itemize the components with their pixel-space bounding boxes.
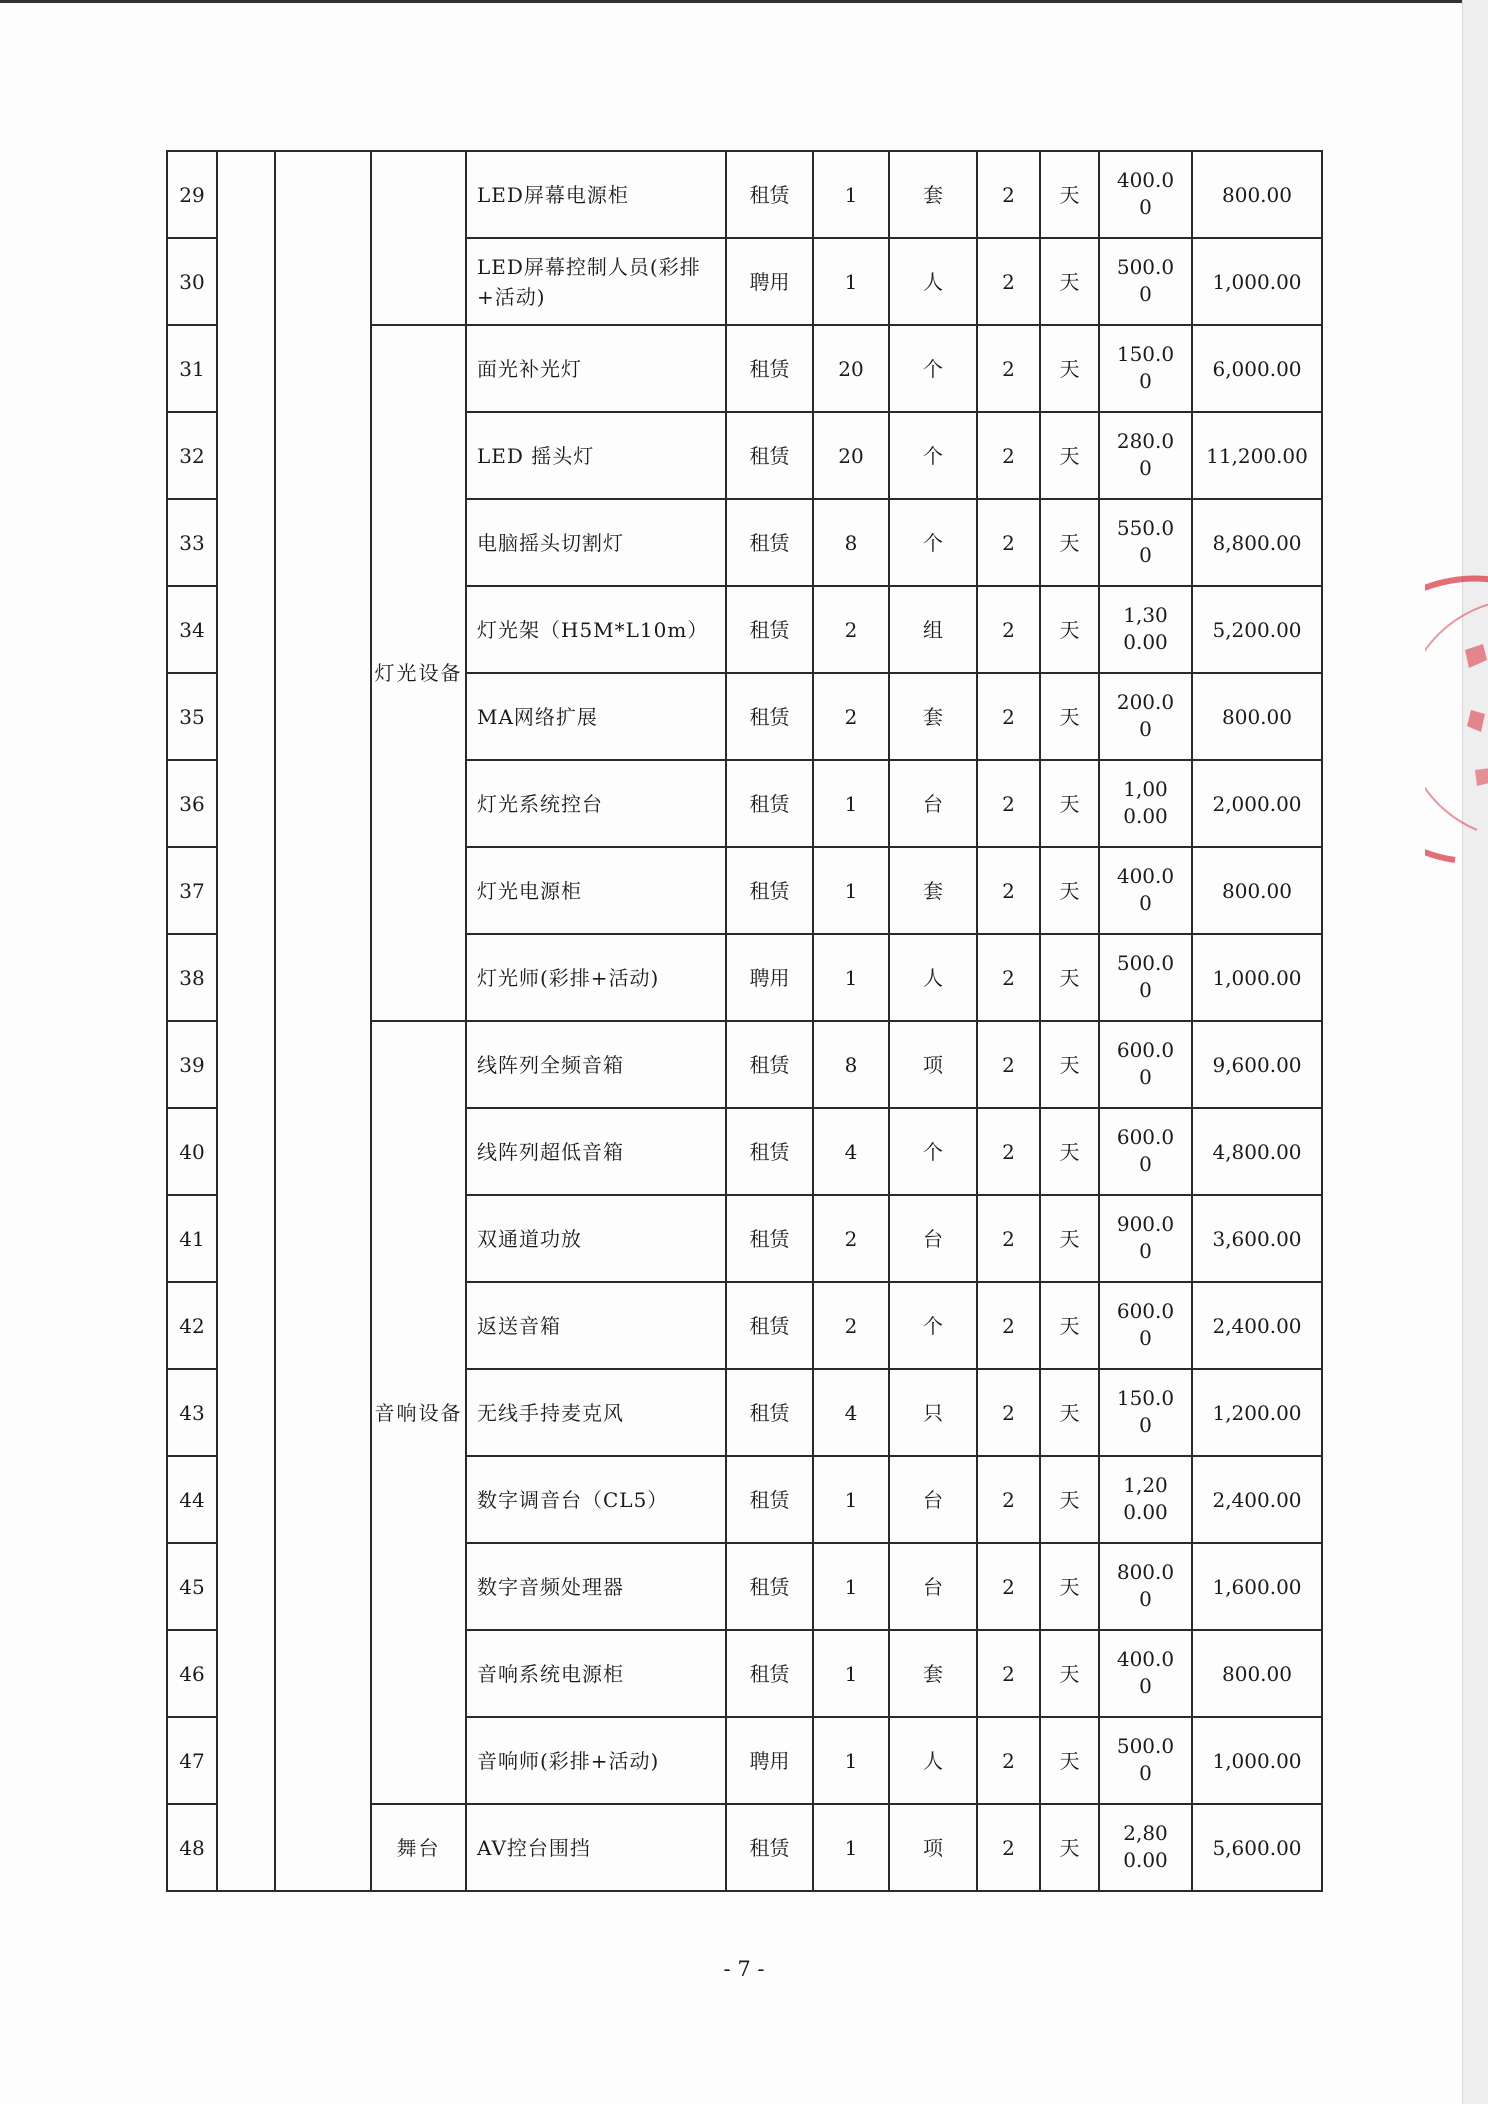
item-days: 2: [977, 1195, 1040, 1282]
item-unit-price: [1099, 1369, 1192, 1456]
item-days: 2: [977, 586, 1040, 673]
item-day-unit: 天: [1040, 847, 1099, 934]
row-number: 43: [167, 1369, 217, 1456]
group-lighting-equipment: 灯光设备: [371, 325, 466, 1021]
item-days: 2: [977, 1456, 1040, 1543]
item-day-unit: 天: [1040, 1282, 1099, 1369]
item-type: 租赁: [726, 499, 813, 586]
item-quantity: 8: [813, 1021, 889, 1108]
row-number: 45: [167, 1543, 217, 1630]
item-name: 灯光架（H5M*L10m）: [466, 586, 726, 673]
item-unit-price: [1099, 412, 1192, 499]
item-quantity: 1: [813, 151, 889, 238]
item-name: 数字音频处理器: [466, 1543, 726, 1630]
item-total: 2,400.00: [1192, 1456, 1322, 1543]
item-total: 800.00: [1192, 673, 1322, 760]
item-unit-price: [1099, 325, 1192, 412]
item-type: 租赁: [726, 151, 813, 238]
item-total: 1,000.00: [1192, 934, 1322, 1021]
item-day-unit: 天: [1040, 934, 1099, 1021]
item-name: 面光补光灯: [466, 325, 726, 412]
item-quantity: 1: [813, 238, 889, 325]
item-name: 音响系统电源柜: [466, 1630, 726, 1717]
item-unit: 组: [889, 586, 977, 673]
item-total: 3,600.00: [1192, 1195, 1322, 1282]
item-unit-price: [1099, 1804, 1192, 1891]
item-name: 灯光电源柜: [466, 847, 726, 934]
item-days: 2: [977, 1369, 1040, 1456]
item-day-unit: 天: [1040, 1543, 1099, 1630]
subcategory-cell-blank: [275, 151, 371, 1891]
item-day-unit: 天: [1040, 1369, 1099, 1456]
item-total: 2,000.00: [1192, 760, 1322, 847]
item-day-unit: 天: [1040, 1195, 1099, 1282]
unit-price-text: 600.00: [1116, 1299, 1175, 1350]
item-unit-price: [1099, 499, 1192, 586]
unit-price-text: 600.00: [1116, 1125, 1175, 1176]
item-day-unit: 天: [1040, 325, 1099, 412]
item-name: 数字调音台（CL5）: [466, 1456, 726, 1543]
unit-price-text: 1,200.00: [1123, 1473, 1168, 1524]
item-quantity: 1: [813, 934, 889, 1021]
item-unit: 个: [889, 499, 977, 586]
item-unit-price: [1099, 673, 1192, 760]
item-type: 聘用: [726, 238, 813, 325]
item-total: 5,600.00: [1192, 1804, 1322, 1891]
row-number: 31: [167, 325, 217, 412]
unit-price-text: 550.00: [1116, 516, 1175, 567]
item-quantity: 1: [813, 1717, 889, 1804]
row-number: 38: [167, 934, 217, 1021]
unit-price-text: 600.00: [1116, 1038, 1175, 1089]
item-day-unit: 天: [1040, 1456, 1099, 1543]
item-unit-price: [1099, 1021, 1192, 1108]
row-number: 36: [167, 760, 217, 847]
item-unit: 个: [889, 1108, 977, 1195]
item-total: 1,200.00: [1192, 1369, 1322, 1456]
item-unit: 人: [889, 934, 977, 1021]
item-days: 2: [977, 1108, 1040, 1195]
page-number: - 7 -: [723, 1957, 765, 1981]
item-name: LED屏幕电源柜: [466, 151, 726, 238]
item-name: 电脑摇头切割灯: [466, 499, 726, 586]
item-quantity: 2: [813, 673, 889, 760]
row-number: 35: [167, 673, 217, 760]
equipment-table: [166, 150, 1323, 1892]
item-name: 无线手持麦克风: [466, 1369, 726, 1456]
group-cell-led: [371, 151, 466, 325]
row-number: 48: [167, 1804, 217, 1891]
item-unit-price: [1099, 1456, 1192, 1543]
row-number: 30: [167, 238, 217, 325]
item-unit: 项: [889, 1021, 977, 1108]
item-name: 返送音箱: [466, 1282, 726, 1369]
item-total: 800.00: [1192, 1630, 1322, 1717]
item-total: 6,000.00: [1192, 325, 1322, 412]
item-quantity: 20: [813, 412, 889, 499]
item-day-unit: 天: [1040, 151, 1099, 238]
item-unit-price: [1099, 1108, 1192, 1195]
item-days: 2: [977, 1282, 1040, 1369]
item-unit: 台: [889, 1543, 977, 1630]
item-unit: 台: [889, 760, 977, 847]
item-name: 灯光系统控台: [466, 760, 726, 847]
item-quantity: 1: [813, 1804, 889, 1891]
item-unit-price: [1099, 1630, 1192, 1717]
item-name: 灯光师(彩排+活动): [466, 934, 726, 1021]
item-unit: 个: [889, 412, 977, 499]
unit-price-text: 400.00: [1116, 1647, 1175, 1698]
row-number: 41: [167, 1195, 217, 1282]
item-type: 租赁: [726, 586, 813, 673]
unit-price-text: 280.00: [1116, 429, 1175, 480]
unit-price-text: 900.00: [1116, 1212, 1175, 1263]
unit-price-text: 500.00: [1116, 1734, 1175, 1785]
item-days: 2: [977, 325, 1040, 412]
item-day-unit: 天: [1040, 499, 1099, 586]
item-unit: 套: [889, 151, 977, 238]
unit-price-text: 800.00: [1116, 1560, 1175, 1611]
row-number: 44: [167, 1456, 217, 1543]
row-number: 39: [167, 1021, 217, 1108]
item-name: 音响师(彩排+活动): [466, 1717, 726, 1804]
item-name: 线阵列全频音箱: [466, 1021, 726, 1108]
item-unit: 个: [889, 1282, 977, 1369]
item-type: 租赁: [726, 1630, 813, 1717]
item-name: LED屏幕控制人员(彩排+活动): [466, 238, 726, 325]
item-unit-price: [1099, 238, 1192, 325]
item-unit: 套: [889, 1630, 977, 1717]
item-unit: 套: [889, 673, 977, 760]
item-name: 双通道功放: [466, 1195, 726, 1282]
item-type: 租赁: [726, 847, 813, 934]
row-number: 32: [167, 412, 217, 499]
item-quantity: 1: [813, 847, 889, 934]
item-quantity: 1: [813, 760, 889, 847]
item-type: 租赁: [726, 673, 813, 760]
item-type: 租赁: [726, 1369, 813, 1456]
item-days: 2: [977, 1717, 1040, 1804]
item-total: 11,200.00: [1192, 412, 1322, 499]
equipment-table-container: [166, 150, 1323, 1892]
item-unit-price: [1099, 586, 1192, 673]
item-quantity: 2: [813, 586, 889, 673]
item-days: 2: [977, 1630, 1040, 1717]
group-audio-equipment: 音响设备: [371, 1021, 466, 1804]
item-quantity: 4: [813, 1369, 889, 1456]
item-type: 租赁: [726, 1108, 813, 1195]
item-total: 2,400.00: [1192, 1282, 1322, 1369]
item-total: 8,800.00: [1192, 499, 1322, 586]
item-days: 2: [977, 412, 1040, 499]
item-quantity: 1: [813, 1543, 889, 1630]
item-unit: 台: [889, 1456, 977, 1543]
item-type: 租赁: [726, 1282, 813, 1369]
item-unit-price: [1099, 1543, 1192, 1630]
row-number: 42: [167, 1282, 217, 1369]
item-days: 2: [977, 1804, 1040, 1891]
item-type: 聘用: [726, 1717, 813, 1804]
item-day-unit: 天: [1040, 673, 1099, 760]
item-unit: 只: [889, 1369, 977, 1456]
item-total: 1,000.00: [1192, 1717, 1322, 1804]
row-number: 33: [167, 499, 217, 586]
item-days: 2: [977, 151, 1040, 238]
item-day-unit: 天: [1040, 1021, 1099, 1108]
item-days: 2: [977, 238, 1040, 325]
item-total: 1,600.00: [1192, 1543, 1322, 1630]
item-name: 线阵列超低音箱: [466, 1108, 726, 1195]
row-number: 37: [167, 847, 217, 934]
item-days: 2: [977, 760, 1040, 847]
item-quantity: 1: [813, 1456, 889, 1543]
item-unit: 套: [889, 847, 977, 934]
item-total: 9,600.00: [1192, 1021, 1322, 1108]
unit-price-text: 500.00: [1116, 951, 1175, 1002]
item-type: 租赁: [726, 1195, 813, 1282]
page-edge-shadow: [1462, 0, 1488, 2104]
row-number: 47: [167, 1717, 217, 1804]
item-day-unit: 天: [1040, 760, 1099, 847]
item-name: AV控台围挡: [466, 1804, 726, 1891]
row-number: 46: [167, 1630, 217, 1717]
item-quantity: 4: [813, 1108, 889, 1195]
item-unit: 个: [889, 325, 977, 412]
equipment-table-body: [167, 151, 1322, 1891]
table-row: [167, 151, 1322, 238]
unit-price-text: 150.00: [1116, 1386, 1175, 1437]
item-unit-price: [1099, 1195, 1192, 1282]
item-days: 2: [977, 673, 1040, 760]
unit-price-text: 2,800.00: [1123, 1821, 1168, 1872]
item-type: 聘用: [726, 934, 813, 1021]
item-unit: 人: [889, 238, 977, 325]
unit-price-text: 200.00: [1116, 690, 1175, 741]
row-number: 34: [167, 586, 217, 673]
item-total: 5,200.00: [1192, 586, 1322, 673]
item-quantity: 1: [813, 1630, 889, 1717]
group-stage: 舞台: [371, 1804, 466, 1891]
category-cell-blank: [217, 151, 275, 1891]
item-total: 1,000.00: [1192, 238, 1322, 325]
item-day-unit: 天: [1040, 1717, 1099, 1804]
item-type: 租赁: [726, 760, 813, 847]
item-type: 租赁: [726, 1021, 813, 1108]
item-day-unit: 天: [1040, 586, 1099, 673]
item-total: 4,800.00: [1192, 1108, 1322, 1195]
unit-price-text: 1,000.00: [1123, 777, 1168, 828]
item-unit-price: [1099, 151, 1192, 238]
item-unit-price: [1099, 1282, 1192, 1369]
item-total: 800.00: [1192, 847, 1322, 934]
item-type: 租赁: [726, 412, 813, 499]
item-days: 2: [977, 934, 1040, 1021]
item-days: 2: [977, 1543, 1040, 1630]
item-quantity: 2: [813, 1195, 889, 1282]
item-unit-price: [1099, 1717, 1192, 1804]
item-quantity: 2: [813, 1282, 889, 1369]
item-unit: 项: [889, 1804, 977, 1891]
item-day-unit: 天: [1040, 1108, 1099, 1195]
item-days: 2: [977, 1021, 1040, 1108]
row-number: 29: [167, 151, 217, 238]
row-number: 40: [167, 1108, 217, 1195]
item-day-unit: 天: [1040, 412, 1099, 499]
item-unit-price: [1099, 760, 1192, 847]
item-day-unit: 天: [1040, 1804, 1099, 1891]
top-border-line: [0, 0, 1488, 3]
item-unit-price: [1099, 934, 1192, 1021]
item-quantity: 20: [813, 325, 889, 412]
unit-price-text: 500.00: [1116, 255, 1175, 306]
item-unit: 台: [889, 1195, 977, 1282]
unit-price-text: 400.00: [1116, 168, 1175, 219]
item-day-unit: 天: [1040, 1630, 1099, 1717]
item-type: 租赁: [726, 325, 813, 412]
item-days: 2: [977, 847, 1040, 934]
item-quantity: 8: [813, 499, 889, 586]
unit-price-text: 400.00: [1116, 864, 1175, 915]
item-type: 租赁: [726, 1456, 813, 1543]
item-unit-price: [1099, 847, 1192, 934]
item-unit: 人: [889, 1717, 977, 1804]
item-name: MA网络扩展: [466, 673, 726, 760]
unit-price-text: 1,300.00: [1123, 603, 1168, 654]
item-day-unit: 天: [1040, 238, 1099, 325]
item-days: 2: [977, 499, 1040, 586]
item-total: 800.00: [1192, 151, 1322, 238]
unit-price-text: 150.00: [1116, 342, 1175, 393]
item-type: 租赁: [726, 1543, 813, 1630]
item-type: 租赁: [726, 1804, 813, 1891]
item-name: LED 摇头灯: [466, 412, 726, 499]
